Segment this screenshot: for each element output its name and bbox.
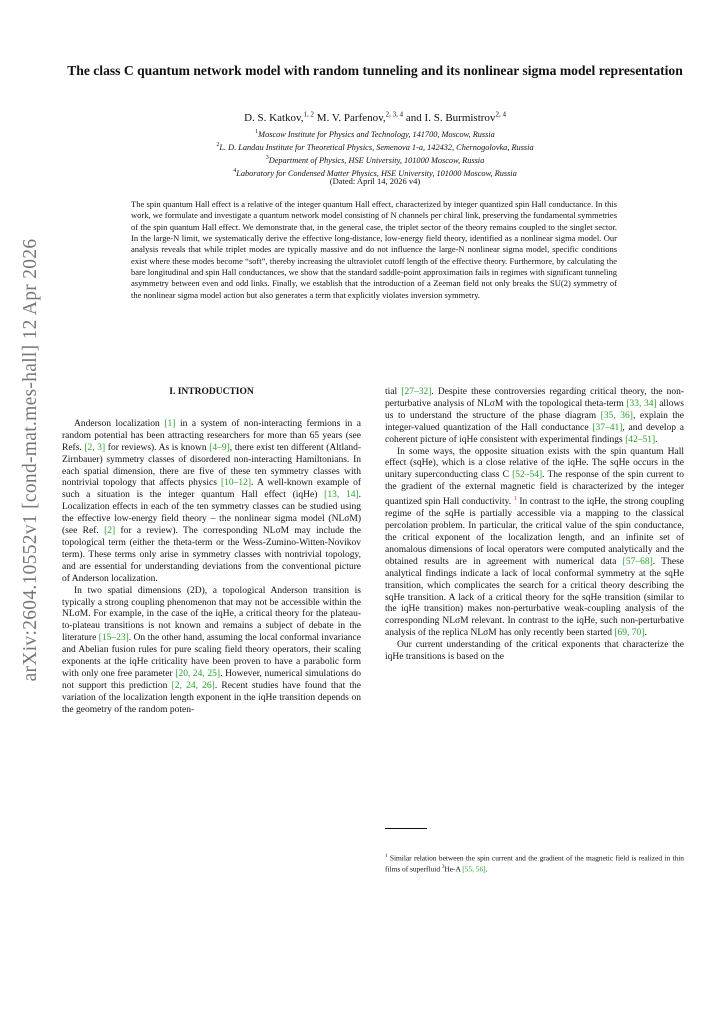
author-2: M. V. Parfenov,$^{2, 3, 4}$ <box>316 110 404 124</box>
dated-line: (Dated: April 14, 2026 v4) <box>329 176 421 186</box>
affiliation: $^3$Department of Physics, HSE University, 101000 Moscow, Russia <box>265 155 485 165</box>
abstract: The spin quantum Hall effect is a relative of the integer quantum Hall effect, characterized by integer quantized spin Hall conductance. In this work, we formulate and investigate a quantum network model consisting of N channels per chiral link, preserving the fundamental symmetries of the spin quantum Hall effect. We demonstrate that, in the general case, the triplet sector of the theory remains coupled to the singlet sector. In the large-N limit, we systematically derive the effective long-distance, low-energy field theory, identified as a nonlinear sigma model. Our analysis reveals that while triplet modes are typically massive and do not influence the large-N nonlinear sigma model, specific conditions exist where these modes become “soft”, thereby increasing the ultraviolet cutoff length of the effective theory. Furthermore, by calculating the bare longitudinal and spin Hall conductances, we show that the standard saddle-point approximation fails in regimes with significant tunneling asymmetry between even and odd links. Finally, we establish that the introduction of a Zeeman field not only breaks the SU(2) symmetry of the nonlinear sigma model action but also generates a term that explicitly violates inversion symmetry. <box>131 199 617 300</box>
right-column <box>385 387 684 664</box>
footnote-marker[interactable]: 1 <box>513 496 517 503</box>
citation-link[interactable]: [13, 14] <box>324 490 359 501</box>
arxiv-identifier-sidebar <box>14 235 48 685</box>
citation-link[interactable]: [55, 56] <box>462 864 486 874</box>
citation-link[interactable]: [57–68] <box>622 556 653 567</box>
paragraph: tial [27–32]. Despite these controversies regarding critical theory, the non-perturbative analysis of NLσM with the topological theta-term [33, 34] allows us to understand the structure of the phase diagram [35, 36], explain the integer-valued quantization of the Hall conductance [37–41], and develop a coherent picture of iqHe consistent with experimental findings [42–51]. <box>385 387 684 445</box>
citation-link[interactable]: [20, 24, 25] <box>175 668 221 679</box>
author-1: D. S. Katkov,$^{1, 2}$ <box>244 110 315 124</box>
footnote-rule <box>385 828 427 829</box>
citation-link[interactable]: [4–9] <box>209 442 230 453</box>
author-list <box>60 110 690 124</box>
affiliation: $^4$Laboratory for Condensed Matter Physics, HSE University, 101000 Moscow, Russia <box>233 168 517 178</box>
citation-link[interactable]: [1] <box>164 418 176 429</box>
citation-link[interactable]: [15–23] <box>98 633 129 644</box>
paper-title: The class C quantum network model with random tunneling and its nonlinear sigma model representation <box>67 63 683 78</box>
affiliation: $^1$Moscow Institute for Physics and Technology, 141700, Moscow, Russia <box>255 129 495 139</box>
citation-link[interactable]: [2, 24, 26] <box>171 680 215 691</box>
paragraph: In two spatial dimensions (2D), a topological Anderson transition is typically a strong coupling phenomenon that may not be accessible within the NLσM. For example, in the case of the iqHe, a critical theory for the plateau-to-plateau transitions is not known and remains a subject of debate in the literature [15–23]. On the other hand, assuming the local conformal invariance and Abelian fusion rules for pure scaling field theory operators, their scaling exponents at the iqHe criticality have been proven to have a parabolic form with only one free parameter [20, 24, 25]. However, numerical simulations do not support this prediction [2, 24, 26]. Recent studies have found that the variation of the localization length exponent in the iqHe transition depends on the geometry of the random poten- <box>62 585 361 715</box>
citation-link[interactable]: [42–51] <box>625 434 656 445</box>
citation-link[interactable]: [52–54] <box>512 470 543 481</box>
citation-link[interactable]: [33, 34] <box>626 398 657 409</box>
citation-link[interactable]: [2] <box>104 526 116 537</box>
affiliation-list <box>60 127 690 179</box>
citation-link[interactable]: [37–41] <box>592 422 623 433</box>
affiliation: $^2$L. D. Landau Institute for Theoretical Physics, Semenova 1-a, 142432, Chernogolovka, Russia <box>216 142 534 152</box>
left-column <box>62 387 361 717</box>
footnote: $^1$ Similar relation between the spin current and the gradient of the magnetic field is realized in thin films of superfluid $^3$He-A [55, 56]. <box>385 853 684 874</box>
paragraph: In some ways, the opposite situation exists with the spin quantum Hall effect (sqHe), which is a close relative of the iqHe. The sqHe occurs in the unitary superconducting class C [52–54]. The response of the spin current to the gradient of the external magnetic field is characterized by the integer quantized spin Hall conductivity. $^1$ In contrast to the iqHe, the strong coupling regime of the sqHe is partially accessible via a mapping to the classical percolation problem. In particular, the critical value of the spin conductance, the critical exponent of the localization length, and an infinite set of anomalous dimensions of local operators were computed analytically and the obtained results are in agreement with numerical data [57–68]. These analytical findings indicate a lack of local conformal symmetry at the sqHe transition, which complicates the search for a critical theory describing the sqHe transition. A lack of a critical theory for the sqHe transition (similar to the iqHe transition) makes non-perturbative weak-coupling analysis of the corresponding NLσM relevant. In contrast to the iqHe, such non-perturbative analysis of the replica NLσM has only recently been started [69, 70]. <box>385 446 684 639</box>
arxiv-identifier: arXiv:2604.10552v1 [cond-mat.mes-hall] 12 Apr 2026 <box>20 238 41 682</box>
citation-link[interactable]: [2, 3] <box>84 442 106 453</box>
citation-link[interactable]: [10–12] <box>220 478 252 489</box>
paragraph: Anderson localization [1] in a system of non-interacting fermions in a random potential has been attracting researchers for more than 65 years (see Refs. [2, 3] for reviews). As is known [4–9], there exist ten different (Altland-Zirnbauer) symmetry classes of disordered non-interacting Hamiltonians. In each spatial dimension, there are five of these ten symmetry classes with nontrivial topology that affects physics [10–12]. A well-known example of such a situation is the integer quantum Hall effect (iqHe) [13, 14]. Localization effects in each of the ten symmetry classes can be studied using the effective low-energy field theory – the nonlinear sigma model (NLσM) (see Ref. [2] for a review). The corresponding NLσM may include the topological term (either the theta-term or the Wess-Zumino-Witten-Novikov term). These terms only arise in symmetry classes with nontrivial topology, and are essential for understanding deviations from the conventional picture of Anderson localization. <box>62 418 362 584</box>
citation-link[interactable]: [35, 36] <box>600 410 633 421</box>
paragraph: Our current understanding of the critical exponents that characterize the iqHe transitions is based on the <box>385 640 684 663</box>
citation-link[interactable]: [69, 70] <box>614 628 645 639</box>
citation-link[interactable]: [27–32] <box>401 387 432 397</box>
author-3: and I. S. Burmistrov$^{2, 4}$ <box>405 110 506 124</box>
section-heading: I. INTRODUCTION <box>169 387 254 397</box>
superscript: 3 <box>441 864 445 870</box>
superscript: 1 <box>385 854 388 859</box>
